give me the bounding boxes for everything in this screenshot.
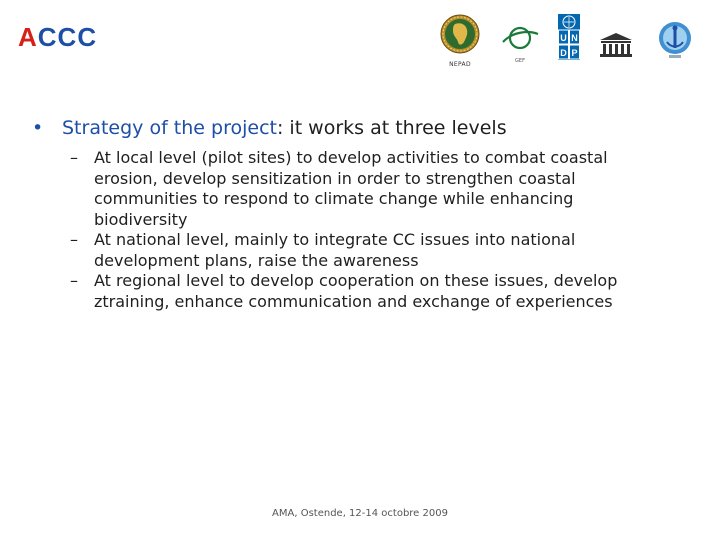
text-line: At national level, mainly to integrate CC issues into national (94, 230, 576, 249)
sub-bullet-national (70, 230, 670, 271)
text-line: ztraining, enhance communication and exchange of experiences (94, 291, 613, 311)
unesco-temple-icon (598, 32, 634, 58)
dash-icon: – (70, 271, 78, 290)
undp-letter-d: D (560, 48, 567, 58)
sub-bullet-list (70, 148, 670, 312)
unesco-logo (598, 32, 634, 62)
text-line: At regional level to develop cooperation on these issues, develop (94, 271, 618, 290)
partner-logos (0, 12, 720, 72)
sub-bullet-regional (70, 271, 670, 312)
undp-letter-u: U (560, 33, 567, 43)
text-line: erosion, develop sensitization in order to strengthen coastal (94, 168, 576, 188)
ioc-logo (657, 20, 693, 64)
text-line: communities to respond to climate change while enhancing (94, 189, 574, 208)
undp-letter-p: P (571, 48, 578, 58)
strategy-highlight: Strategy of the project (62, 117, 277, 139)
gef-globe-icon (500, 24, 540, 54)
nepad-logo (440, 12, 480, 68)
undp-letter-n: N (571, 33, 578, 43)
dash-icon: – (70, 230, 78, 249)
brand-letters-ccc: CCC (37, 22, 98, 52)
brand-letter-a: A (18, 22, 38, 52)
undp-logo (558, 14, 580, 64)
gef-logo (500, 24, 540, 64)
ioc-globe-icon (657, 20, 693, 60)
main-bullet-text (62, 116, 507, 140)
gef-label: GEF (515, 58, 525, 64)
undp-grid-icon (558, 14, 580, 60)
bullet-dot-icon: • (32, 117, 44, 139)
text-line: biodiversity (94, 209, 188, 229)
text-line: At local level (pilot sites) to develop activities to combat coastal (94, 148, 608, 167)
strategy-rest: : it works at three levels (276, 117, 507, 139)
nepad-label: NEPAD (449, 61, 471, 68)
footer-text: AMA, Ostende, 12-14 octobre 2009 (272, 508, 448, 519)
dash-icon: – (70, 148, 78, 167)
sub-bullet-local (70, 148, 670, 230)
text-line: development plans, raise the awareness (94, 250, 419, 270)
nepad-seal-icon (440, 12, 480, 56)
